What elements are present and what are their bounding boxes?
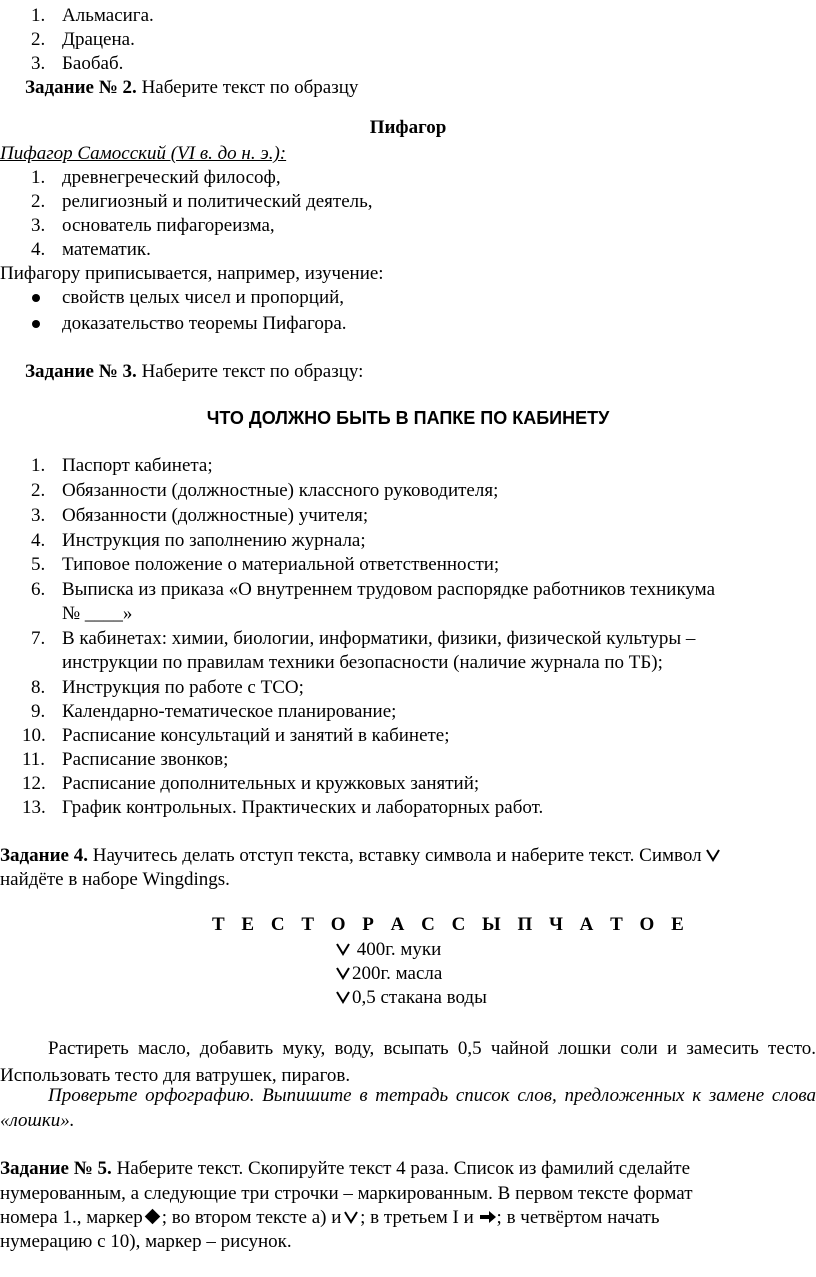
list-item: Баобаб.	[62, 53, 124, 74]
list-item: основатель пифагореизма,	[62, 215, 275, 236]
subtitle: Пифагор Самосский (VI в. до н. э.):	[0, 143, 287, 164]
list-item: Типовое положение о материальной ответственности;	[62, 554, 500, 575]
bullet-item: доказательство теоремы Пифагора.	[62, 313, 347, 334]
list-item: Обязанности (должностные) учителя;	[62, 505, 369, 526]
list-number: 12.	[22, 773, 46, 794]
bullet-item: свойств целых чисел и пропорций,	[62, 287, 345, 308]
task-text: Наберите текст. Скопируйте текст 4 раза. Список из фамилий сделайте	[111, 1158, 691, 1179]
paragraph	[0, 1206, 660, 1230]
text-part: ; в четвёртом начать	[496, 1207, 660, 1228]
recipe-item-text: 200г. масла	[352, 963, 443, 984]
diamond-icon	[144, 1209, 160, 1225]
list-item-continuation: инструкции по правилам техники безопасности (наличие журнала по ТБ);	[62, 652, 663, 673]
list-number: 1.	[31, 167, 46, 188]
list-number: 6.	[31, 579, 46, 600]
list-number: 3.	[31, 53, 46, 74]
bullet-icon	[32, 320, 40, 328]
task-text: Научитесь делать отступ текста, вставку символа и наберите текст. Символ	[87, 845, 702, 866]
list-number: 4.	[31, 239, 46, 260]
checkmark-icon	[336, 942, 350, 956]
list-item-continuation: № ____»	[62, 603, 133, 624]
text-part: ; в третьем I и	[360, 1207, 474, 1228]
list-item: древнегреческий философ,	[62, 167, 281, 188]
list-number: 5.	[31, 554, 46, 575]
task-label: Задание 4.	[0, 845, 88, 866]
task-text: Наберите текст по образцу	[136, 77, 359, 98]
task-2-heading	[25, 76, 358, 100]
paragraph: Растиреть масло, добавить муку, воду, всыпать 0,5 чайной лошки соли и замесить тесто. Использовать тесто для ватрушек, пирагов.	[0, 1038, 816, 1086]
list-number: 3.	[31, 215, 46, 236]
recipe-item-text: 0,5 стакана воды	[352, 987, 487, 1008]
list-number: 11.	[22, 749, 46, 770]
list-item: График контрольных. Практических и лабораторных работ.	[62, 797, 544, 818]
list-item: Инструкция по заполнению журнала;	[62, 530, 366, 551]
list-item: Выписка из приказа «О внутреннем трудовом распорядке работников техникума	[62, 579, 716, 600]
checkmark-icon	[336, 990, 350, 1004]
list-item: Паспорт кабинета;	[62, 455, 213, 476]
list-item: Календарно-тематическое планирование;	[62, 701, 397, 722]
list-item: Альмасига.	[62, 5, 154, 26]
recipe-item	[336, 962, 442, 986]
arrow-right-icon	[479, 1210, 497, 1224]
paragraph: Проверьте орфографию. Выпишите в тетрадь список слов, предложенных к замене слова «лошки».	[0, 1085, 816, 1131]
recipe-item	[336, 986, 487, 1010]
list-item: В кабинетах: химии, биологии, информатики, физики, физической культуры –	[62, 628, 696, 649]
list-number: 2.	[31, 29, 46, 50]
list-number: 3.	[31, 505, 46, 526]
task-text: Наберите текст по образцу:	[136, 361, 364, 382]
list-item: математик.	[62, 239, 151, 260]
paragraph: нумерацию с 10), маркер – рисунок.	[0, 1231, 292, 1252]
list-item: религиозный и политический деятель,	[62, 191, 373, 212]
text-part: ; во втором тексте а) и	[161, 1207, 342, 1228]
section-title: ЧТО ДОЛЖНО БЫТЬ В ПАПКЕ ПО КАБИНЕТУ	[206, 408, 610, 428]
list-number: 7.	[31, 628, 46, 649]
list-item: Драцена.	[62, 29, 135, 50]
recipe-title: Т Е С Т О Р А С С Ы П Ч А Т О Е	[212, 914, 687, 935]
list-item: Инструкция по работе с ТСО;	[62, 677, 304, 698]
task-4-heading	[0, 844, 722, 868]
task-5-heading	[0, 1157, 690, 1181]
list-item: Обязанности (должностные) классного руководителя;	[62, 480, 499, 501]
list-number: 1.	[31, 5, 46, 26]
list-item: Расписание консультаций и занятий в кабинете;	[62, 725, 450, 746]
list-item: Расписание дополнительных и кружковых занятий;	[62, 773, 480, 794]
bullet-icon	[32, 294, 40, 302]
task-label: Задание № 5.	[0, 1158, 112, 1179]
checkmark-icon	[336, 966, 350, 980]
list-number: 10.	[22, 725, 46, 746]
list-number: 9.	[31, 701, 46, 722]
recipe-item-text: 400г. муки	[356, 939, 442, 960]
task-3-heading	[25, 360, 363, 384]
list-item: Расписание звонков;	[62, 749, 229, 770]
list-number: 2.	[31, 191, 46, 212]
text-part: номера 1., маркер	[0, 1207, 143, 1228]
task-label: Задание № 2.	[25, 77, 137, 98]
task-label: Задание № 3.	[25, 361, 137, 382]
list-number: 4.	[31, 530, 46, 551]
list-number: 8.	[31, 677, 46, 698]
list-number: 1.	[31, 455, 46, 476]
paragraph: нумерованным, а следующие три строчки – маркированным. В первом тексте формат	[0, 1183, 693, 1204]
section-title: Пифагор	[369, 117, 447, 138]
paragraph: Пифагору приписывается, например, изучение:	[0, 263, 384, 284]
recipe-item	[336, 938, 441, 962]
list-number: 13.	[22, 797, 46, 818]
list-number: 2.	[31, 480, 46, 501]
checkmark-icon	[344, 1210, 358, 1224]
checkmark-icon	[706, 848, 720, 862]
paragraph: найдёте в наборе Wingdings.	[0, 869, 230, 890]
